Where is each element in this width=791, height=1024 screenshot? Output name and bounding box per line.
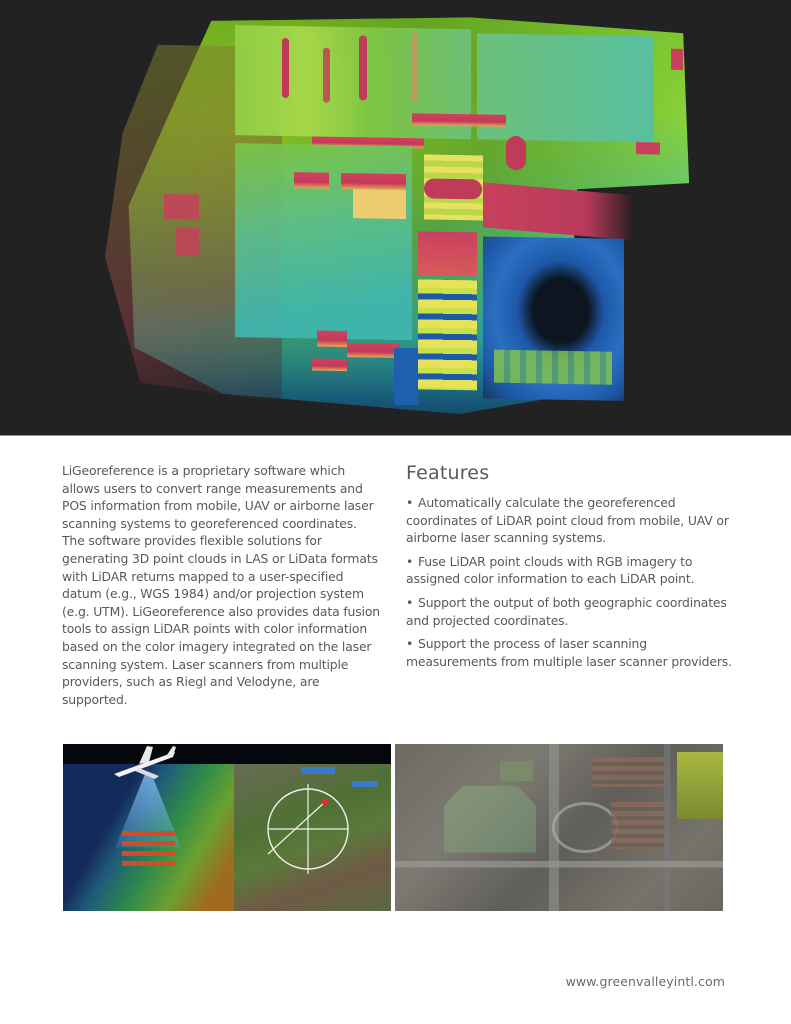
scan-line [122, 861, 174, 866]
lidar-point-cloud-image [0, 0, 791, 436]
bullet-icon: • [406, 495, 414, 510]
tree-row [282, 38, 289, 98]
building [347, 343, 400, 358]
feature-text: Support the output of both geographic coordinates and projected coordinates. [406, 594, 727, 628]
features-column [406, 461, 736, 676]
building [312, 359, 347, 372]
blue-roof [352, 781, 378, 788]
scan-line [122, 841, 174, 846]
striped-buildings [418, 280, 477, 390]
tree-cluster [424, 179, 482, 200]
intro-column [62, 462, 382, 708]
shadow-area [394, 348, 418, 405]
tree-row [359, 36, 367, 101]
bullet-icon: • [406, 594, 414, 610]
bullet-icon: • [406, 636, 414, 652]
feature-item [406, 553, 736, 588]
green-field [677, 752, 723, 819]
building [176, 227, 200, 256]
feature-item [406, 635, 736, 670]
building [671, 49, 683, 69]
building [636, 142, 660, 155]
intro-paragraph: LiGeoreference is a proprietary software which allows users to convert range measurements and POS information from mobile, UAV or airborne laser scanning systems to georeferenced coordinates. The software provides flexible solutions for generating 3D point clouds in LAS or LiData formats with LiDAR returns mapped to a user-specified datum (e.g., WGS 1984) and/or projection system (e.g. UTM). LiGeoreference also provides data fusion tools to assign LiDAR points with color information based on the color imagery integrated on the laser scanning system. Laser scanners from multiple providers, such as Riegl and Velodyne, are supported. [62, 463, 380, 707]
building [418, 231, 477, 277]
tree-row [412, 33, 418, 103]
building [353, 189, 406, 218]
tree-row [494, 350, 612, 384]
airborne-lidar-scan-image [63, 744, 391, 911]
circular-plaza [552, 802, 618, 852]
scan-line [122, 851, 174, 856]
airplane-icon [109, 744, 179, 784]
bullet-icon: • [406, 553, 414, 569]
building-block [500, 761, 533, 781]
building [341, 173, 406, 190]
residential-rows [592, 757, 664, 787]
point-cloud-render [105, 3, 695, 418]
feature-item [406, 594, 736, 629]
building [164, 194, 199, 219]
tree-row [323, 47, 330, 102]
crosshair-target-icon [263, 784, 353, 874]
building [294, 172, 329, 189]
scan-line [122, 831, 174, 836]
residential-rows [611, 802, 663, 849]
feature-text: Automatically calculate the georeferenced coordinates of LiDAR point cloud from mobile, UAV or airborne laser scanning systems. [406, 495, 729, 546]
building [412, 114, 506, 128]
blue-roof [302, 767, 335, 774]
aerial-city-imagery [395, 744, 723, 911]
features-heading: Features [406, 462, 490, 484]
hexagonal-complex [444, 786, 536, 853]
feature-item [406, 494, 736, 547]
building [317, 331, 347, 348]
feature-text: Fuse LiDAR point clouds with RGB imagery to assigned color information to each LiDAR point. [406, 553, 695, 587]
website-url[interactable]: www.greenvalleyintl.com [565, 974, 725, 989]
feature-text: Support the process of laser scanning measurements from multiple laser scanner providers. [406, 636, 732, 669]
tree-cluster [506, 135, 526, 169]
